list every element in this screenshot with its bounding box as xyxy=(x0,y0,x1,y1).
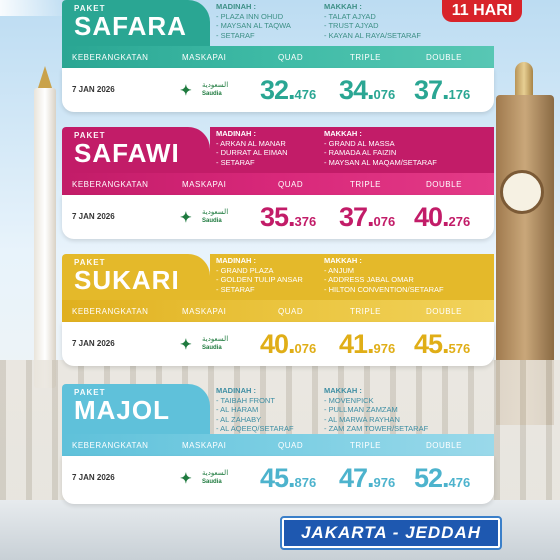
price-decimal: 576 xyxy=(448,341,471,356)
col-airline: MASKAPAI xyxy=(182,441,227,450)
hotel-list xyxy=(210,0,494,46)
col-quad: QUAD xyxy=(278,307,304,316)
package-label: PAKET xyxy=(74,388,106,397)
hotel-list xyxy=(210,254,494,300)
price-table-header xyxy=(62,46,494,68)
price-decimal: 376 xyxy=(294,214,317,229)
price-row xyxy=(62,322,494,366)
hotel-item: - AL ZAHABY xyxy=(216,415,324,425)
saudia-palm-icon: ✦ xyxy=(180,209,192,225)
price-triple xyxy=(339,203,395,236)
hotel-item: - MAYSAN AL TAQWA xyxy=(216,21,324,31)
package-label: PAKET xyxy=(74,131,106,140)
hotel-item: - AL AQEEQ/SETARAF xyxy=(216,424,324,434)
saudia-palm-icon: ✦ xyxy=(180,82,192,98)
hotel-item: - ZAM ZAM TOWER/SETARAF xyxy=(324,424,494,434)
hotel-item: - MOVENPICK xyxy=(324,396,494,406)
makkah-hotels xyxy=(324,129,494,173)
hotel-item: - PULLMAN ZAMZAM xyxy=(324,405,494,415)
package-name: MAJOL xyxy=(74,395,170,425)
hotel-item: - AL HARAM xyxy=(216,405,324,415)
package-title-block xyxy=(62,0,210,46)
price-main: 40. xyxy=(260,329,295,359)
price-decimal: 276 xyxy=(448,214,471,229)
price-main: 45. xyxy=(260,463,295,493)
airline-latin: Saudia xyxy=(202,91,222,97)
departure-date: 7 JAN 2026 xyxy=(72,473,115,482)
price-triple xyxy=(339,330,395,363)
hotel-item: - ANJUM xyxy=(324,266,494,276)
hotel-item: - HILTON CONVENTION/SETARAF xyxy=(324,285,494,295)
price-decimal: 176 xyxy=(448,87,471,102)
hotel-item: - GRAND PLAZA xyxy=(216,266,324,276)
price-row xyxy=(62,68,494,112)
madinah-title: MADINAH : xyxy=(216,386,256,395)
clock-face xyxy=(500,170,544,214)
hotel-item: - KAYAN AL RAYA/SETARAF xyxy=(324,31,494,41)
package-card-majol xyxy=(62,384,494,508)
hotel-item: - TAIBAH FRONT xyxy=(216,396,324,406)
price-row xyxy=(62,195,494,239)
price-main: 52. xyxy=(414,463,449,493)
price-main: 45. xyxy=(414,329,449,359)
price-decimal: 976 xyxy=(373,341,396,356)
price-decimal: 076 xyxy=(373,214,396,229)
price-quad xyxy=(260,203,316,236)
saudia-palm-icon: ✦ xyxy=(180,470,192,486)
col-triple: TRIPLE xyxy=(350,180,382,189)
package-card-safawi xyxy=(62,127,494,239)
col-departure: KEBERANGKATAN xyxy=(72,53,149,62)
price-double xyxy=(414,464,470,497)
price-decimal: 976 xyxy=(373,475,396,490)
makkah-hotels xyxy=(324,256,494,300)
col-departure: KEBERANGKATAN xyxy=(72,307,149,316)
price-double xyxy=(414,76,470,109)
hotel-item: - DURRAT AL EIMAN xyxy=(216,148,324,158)
airline-latin: Saudia xyxy=(202,345,222,351)
col-quad: QUAD xyxy=(278,441,304,450)
hotel-item: - SETARAF xyxy=(216,285,324,295)
col-double: DOUBLE xyxy=(426,307,462,316)
hotel-item: - SETARAF xyxy=(216,31,324,41)
madinah-hotels xyxy=(216,386,324,434)
price-main: 34. xyxy=(339,75,374,105)
airline-latin: Saudia xyxy=(202,479,222,485)
saudia-logo xyxy=(180,78,230,104)
saudia-logo xyxy=(180,332,230,358)
airline-latin: Saudia xyxy=(202,218,222,224)
price-decimal: 476 xyxy=(448,475,471,490)
col-double: DOUBLE xyxy=(426,441,462,450)
route-text: JAKARTA - JEDDAH xyxy=(284,520,498,546)
package-title-block xyxy=(62,127,210,173)
hotel-item: - RAMADA AL FAIZIN xyxy=(324,148,494,158)
col-quad: QUAD xyxy=(278,180,304,189)
price-double xyxy=(414,330,470,363)
price-main: 40. xyxy=(414,202,449,232)
departure-date: 7 JAN 2026 xyxy=(72,212,115,221)
price-main: 41. xyxy=(339,329,374,359)
saudia-logo xyxy=(180,205,230,231)
col-departure: KEBERANGKATAN xyxy=(72,180,149,189)
price-decimal: 876 xyxy=(294,475,317,490)
package-title-block xyxy=(62,384,210,434)
hotel-list xyxy=(210,127,494,173)
makkah-title: MAKKAH : xyxy=(324,256,362,265)
makkah-title: MAKKAH : xyxy=(324,2,362,11)
col-triple: TRIPLE xyxy=(350,53,382,62)
price-quad xyxy=(260,76,316,109)
price-decimal: 476 xyxy=(294,87,317,102)
hotel-item: - TRUST AJYAD xyxy=(324,21,494,31)
madinah-title: MADINAH : xyxy=(216,2,256,11)
price-main: 32. xyxy=(260,75,295,105)
hotel-item: - GRAND AL MASSA xyxy=(324,139,494,149)
makkah-hotels xyxy=(324,386,494,434)
saudia-logo xyxy=(180,466,230,492)
madinah-hotels xyxy=(216,2,324,46)
price-decimal: 076 xyxy=(373,87,396,102)
hotel-item: - ARKAN AL MANAR xyxy=(216,139,324,149)
package-name: SAFARA xyxy=(74,11,187,41)
price-decimal: 076 xyxy=(294,341,317,356)
package-card-sukari xyxy=(62,254,494,366)
airline-arabic: السعودية xyxy=(202,469,229,477)
price-main: 47. xyxy=(339,463,374,493)
departure-date: 7 JAN 2026 xyxy=(72,85,115,94)
price-table-header xyxy=(62,300,494,322)
makkah-title: MAKKAH : xyxy=(324,129,362,138)
col-departure: KEBERANGKATAN xyxy=(72,441,149,450)
price-triple xyxy=(339,76,395,109)
col-airline: MASKAPAI xyxy=(182,53,227,62)
col-quad: QUAD xyxy=(278,53,304,62)
hotel-item: - TALAT AJYAD xyxy=(324,12,494,22)
col-airline: MASKAPAI xyxy=(182,307,227,316)
makkah-title: MAKKAH : xyxy=(324,386,362,395)
duration-badge: 11 HARI xyxy=(442,0,522,22)
route-banner xyxy=(280,516,502,550)
departure-date: 7 JAN 2026 xyxy=(72,339,115,348)
madinah-hotels xyxy=(216,129,324,173)
price-table-header xyxy=(62,434,494,456)
minaret-left xyxy=(34,88,56,388)
hotel-item: - GOLDEN TULIP ANSAR xyxy=(216,275,324,285)
price-row xyxy=(62,456,494,504)
hotel-item: - ADDRESS JABAL OMAR xyxy=(324,275,494,285)
price-main: 35. xyxy=(260,202,295,232)
price-triple xyxy=(339,464,395,497)
minaret-left-top xyxy=(38,66,52,88)
madinah-title: MADINAH : xyxy=(216,129,256,138)
package-name: SUKARI xyxy=(74,265,180,295)
airline-arabic: السعودية xyxy=(202,81,229,89)
package-title-block xyxy=(62,254,210,300)
price-double xyxy=(414,203,470,236)
page-corner xyxy=(0,0,70,16)
col-double: DOUBLE xyxy=(426,53,462,62)
col-double: DOUBLE xyxy=(426,180,462,189)
hotel-item: - MAYSAN AL MAQAM/SETARAF xyxy=(324,158,494,168)
price-main: 37. xyxy=(339,202,374,232)
hotel-list xyxy=(210,384,494,434)
package-card-safara xyxy=(62,0,494,112)
hotel-item: - SETARAF xyxy=(216,158,324,168)
price-main: 37. xyxy=(414,75,449,105)
price-table-header xyxy=(62,173,494,195)
package-label: PAKET xyxy=(74,4,106,13)
package-label: PAKET xyxy=(74,258,106,267)
col-triple: TRIPLE xyxy=(350,307,382,316)
col-airline: MASKAPAI xyxy=(182,180,227,189)
col-triple: TRIPLE xyxy=(350,441,382,450)
madinah-title: MADINAH : xyxy=(216,256,256,265)
airline-arabic: السعودية xyxy=(202,208,229,216)
madinah-hotels xyxy=(216,256,324,300)
hotel-item: - PLAZA INN OHUD xyxy=(216,12,324,22)
price-quad xyxy=(260,464,316,497)
saudia-palm-icon: ✦ xyxy=(180,336,192,352)
price-quad xyxy=(260,330,316,363)
package-name: SAFAWI xyxy=(74,138,180,168)
airline-arabic: السعودية xyxy=(202,335,229,343)
makkah-hotels xyxy=(324,2,494,46)
hotel-item: - AL MARWA RAYHAN xyxy=(324,415,494,425)
